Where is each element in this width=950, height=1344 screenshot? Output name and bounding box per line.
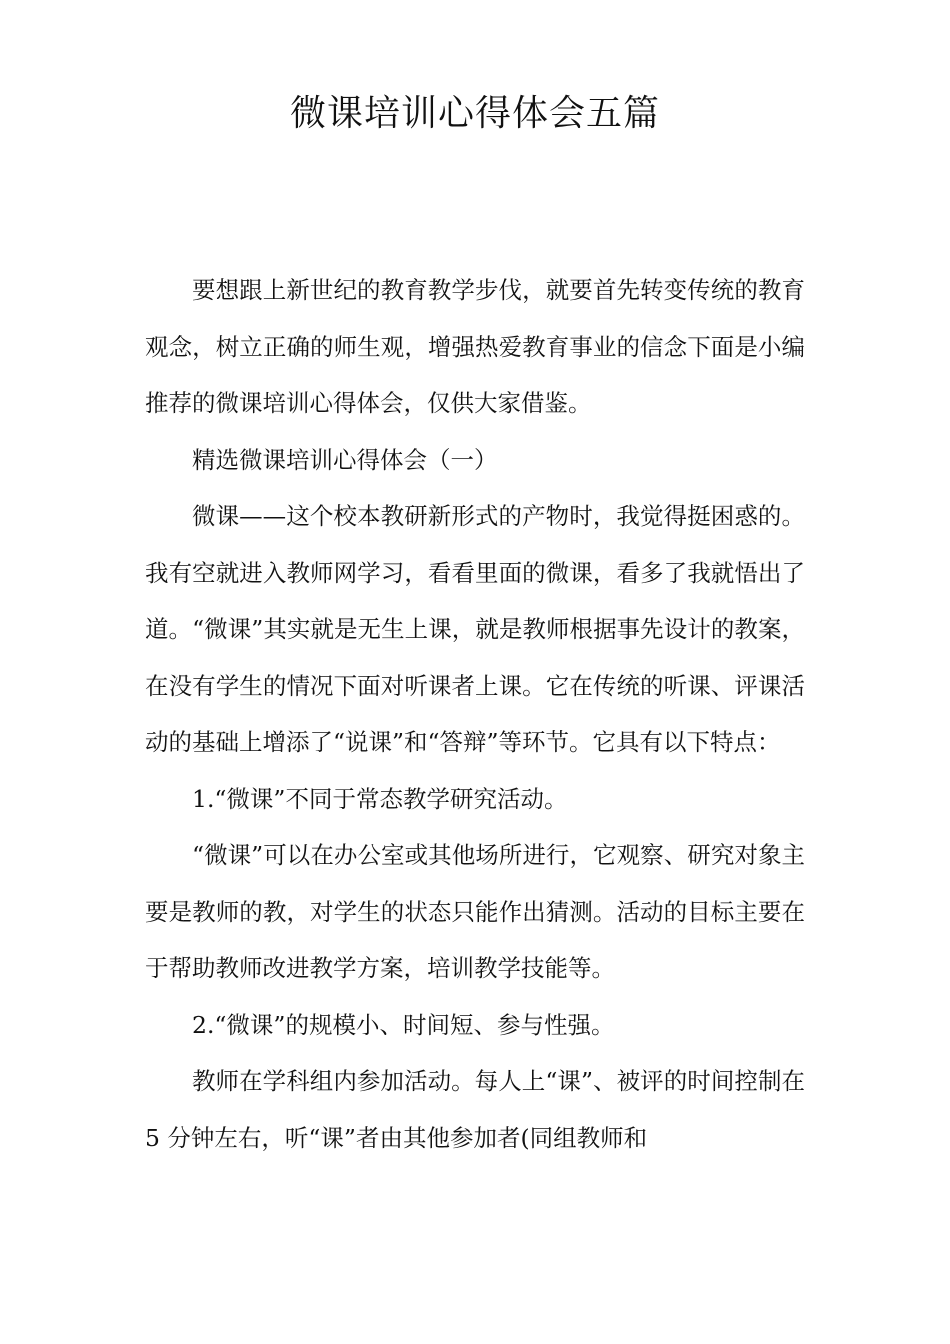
list-item-feature-2: 2.“微课”的规模小、时间短、参与性强。 [192,1010,615,1039]
list-item-feature-1: 1.“微课”不同于常态教学研究活动。 [192,784,568,813]
paragraph-intro: 要想跟上新世纪的教育教学步伐，就要首先转变传统的教育观念，树立正确的师生观，增强热爱教育事业的信念下面是小编推荐的微课培训心得体会，仅供大家借鉴。 [145,276,805,417]
section-heading-1: 精选微课培训心得体会（一） [192,445,498,474]
paragraph-feature-2-detail: 教师在学科组内参加活动。每人上“课”、被评的时间控制在 5 分钟左右，听“课”者由其他参加者(同组教师和 [145,1067,805,1152]
paragraph-feature-1-detail: “微课”可以在办公室或其他场所进行，它观察、研究对象主要是教师的教，对学生的状态只能作出猜测。活动的目标主要在于帮助教师改进教学方案，培训教学技能等。 [145,841,805,982]
document-body [145,262,805,1166]
document-title: 微课培训心得体会五篇 [289,93,660,134]
paragraph-micro-lesson-definition: 微课——这个校本教研新形式的产物时，我觉得挺困惑的。我有空就进入教师网学习，看看里面的微课，看多了我就悟出了道。“微课”其实就是无生上课，就是教师根据事先设计的教案，在没有学生的情况下面对听课者上课。它在传统的听课、评课活动的基础上增添了“说课”和“答辩”等环节。它具有以下特点： [145,502,805,756]
